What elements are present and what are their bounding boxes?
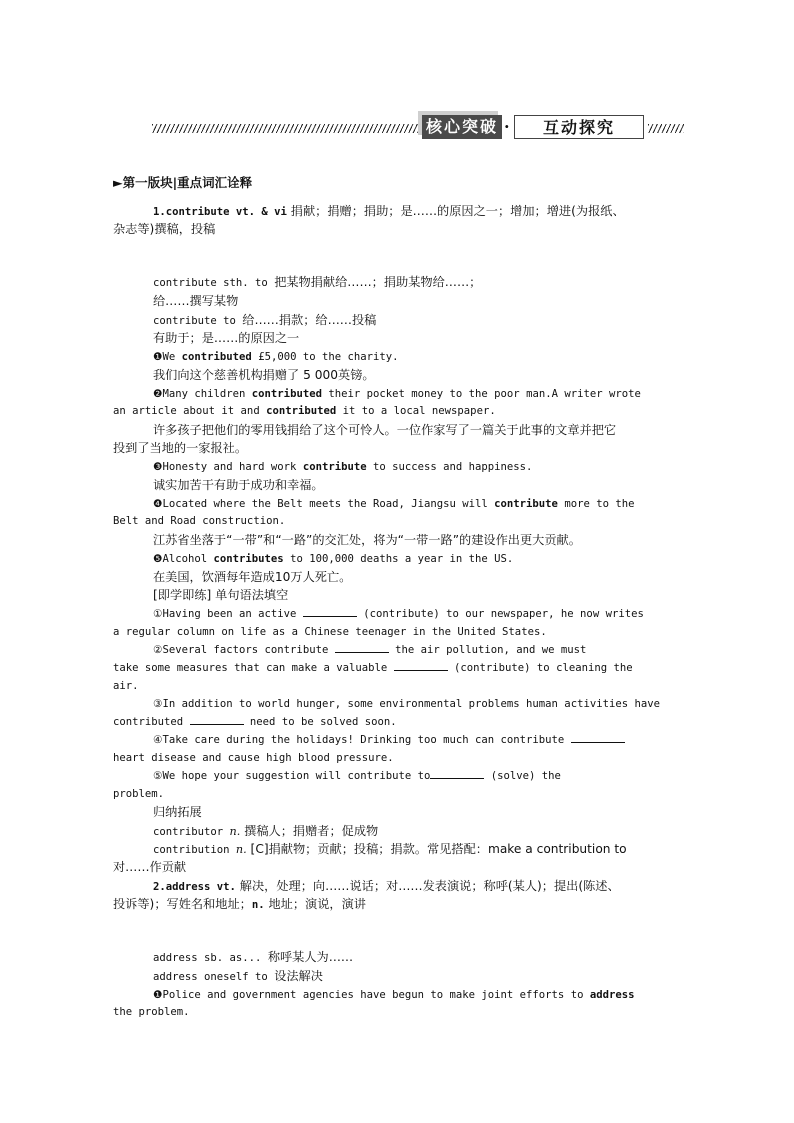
derivative1: contributor n. 撰稿人；捐赠者；促成物 bbox=[153, 824, 379, 838]
word1-example2: ❷Many children contributed their pocket money to the poor man.A writer wrote bbox=[153, 388, 641, 400]
practice-q2-cont: take some measures that can make a valuable (contribute) to cleaning the bbox=[113, 662, 633, 674]
word1-example3: ❸Honesty and hard work contribute to success and happiness. bbox=[153, 461, 533, 473]
word2-definition: 2.address vt. 解决，处理；向……说话；对……发表演说；称呼(某人)；提出(陈述、 bbox=[153, 879, 620, 893]
practice-q5-cont: problem. bbox=[113, 788, 165, 800]
word2-example1-cont: the problem. bbox=[113, 1006, 190, 1018]
word2-headword: 2.address vt. bbox=[153, 881, 236, 893]
word1-phrase1: contribute sth. to 把某物捐献给……；捐助某物给……； bbox=[153, 275, 482, 289]
answer-blank[interactable] bbox=[571, 732, 625, 743]
answer-blank[interactable] bbox=[303, 606, 357, 617]
derivative2-cont: 对……作贡献 bbox=[113, 860, 187, 874]
word1-example5-translation: 在美国，饮酒每年造成10万人死亡。 bbox=[153, 570, 352, 584]
word1-example2-translation-cont: 投到了当地的一家报社。 bbox=[113, 441, 248, 455]
word1-example4: ❹Located where the Belt meets the Road, Jiangsu will contribute more to the bbox=[153, 498, 635, 510]
answer-blank[interactable] bbox=[190, 714, 244, 725]
derivative2: contribution n. [C]捐献物；贡献；投稿；捐款。常见搭配：make a contribution to bbox=[153, 842, 627, 856]
practice-q3: ③In addition to world hunger, some environmental problems human activities have bbox=[153, 698, 660, 710]
word1-example2-translation: 许多孩子把他们的零用钱捐给了这个可怜人。一位作家写了一篇关于此事的文章并把它 bbox=[153, 423, 617, 437]
practice-q4-cont: heart disease and cause high blood pressure. bbox=[113, 752, 394, 764]
practice-q3-cont: contributed need to be solved soon. bbox=[113, 716, 397, 728]
practice-q1-cont: a regular column on life as a Chinese teenager in the United States. bbox=[113, 626, 547, 638]
word1-phrase1-cont: 给……撰写某物 bbox=[153, 294, 239, 308]
section-title: ►第一版块|重点词汇诠释 bbox=[113, 175, 253, 190]
word1-example3-translation: 诚实加苦干有助于成功和幸福。 bbox=[153, 478, 324, 492]
practice-q4: ④Take care during the holidays! Drinking too much can contribute bbox=[153, 731, 681, 749]
word1-phrase2-cont: 有助于；是……的原因之一 bbox=[153, 331, 300, 345]
banner-hatch-right bbox=[648, 124, 684, 133]
word1-example4-translation: 江苏省坐落于“一带”和“一路”的交汇处，将为“一带一路”的建设作出更大贡献。 bbox=[153, 533, 581, 547]
practice-q1: ①Having been an active (contribute) to our newspaper, he now writes bbox=[153, 608, 644, 620]
word1-example4-cont: Belt and Road construction. bbox=[113, 515, 286, 527]
word1-example5: ❺Alcohol contributes to 100,000 deaths a year in the US. bbox=[153, 553, 514, 565]
answer-blank[interactable] bbox=[394, 660, 448, 671]
word2-phrase2: address oneself to 设法解决 bbox=[153, 969, 323, 983]
word1-definition: 1.contribute vt. & vi 捐献；捐赠；捐助；是……的原因之一；增加；增进(为报纸、 bbox=[153, 204, 625, 218]
practice-q2: ②Several factors contribute the air pollution, and we must bbox=[153, 644, 587, 656]
answer-blank[interactable] bbox=[430, 768, 484, 779]
practice-q2-end: air. bbox=[113, 680, 139, 692]
word2-definition-cont: 投诉等)；写姓名和地址；n. 地址；演说，演讲 bbox=[113, 897, 366, 911]
word1-definition-cont: 杂志等)撰稿，投稿 bbox=[113, 222, 216, 236]
practice-heading: [即学即练] 单句语法填空 bbox=[153, 588, 289, 602]
summary-heading: 归纳拓展 bbox=[153, 805, 202, 819]
practice-q5: ⑤We hope your suggestion will contribute to (solve) the bbox=[153, 770, 561, 782]
word1-phrase2: contribute to 给……捐款；给……投稿 bbox=[153, 313, 377, 327]
word1-example1-translation: 我们向这个慈善机构捐赠了 5 000英镑。 bbox=[153, 368, 375, 382]
banner-tag-core: 核心突破 bbox=[422, 115, 502, 139]
word1-example2-cont: an article about it and contributed it to a local newspaper. bbox=[113, 405, 496, 417]
banner-dot: · bbox=[504, 117, 510, 136]
word2-phrase1: address sb. as... 称呼某人为…… bbox=[153, 950, 354, 964]
banner-hatch-left bbox=[152, 124, 418, 133]
section-banner bbox=[152, 113, 684, 145]
answer-blank[interactable] bbox=[335, 642, 389, 653]
word1-example1: ❶We contributed £5,000 to the charity. bbox=[153, 351, 399, 363]
word1-headword: 1.contribute vt. & vi bbox=[153, 206, 287, 218]
word2-example1: ❶Police and government agencies have begun to make joint efforts to address bbox=[153, 989, 635, 1001]
banner-tag-interactive: 互动探究 bbox=[514, 115, 644, 139]
